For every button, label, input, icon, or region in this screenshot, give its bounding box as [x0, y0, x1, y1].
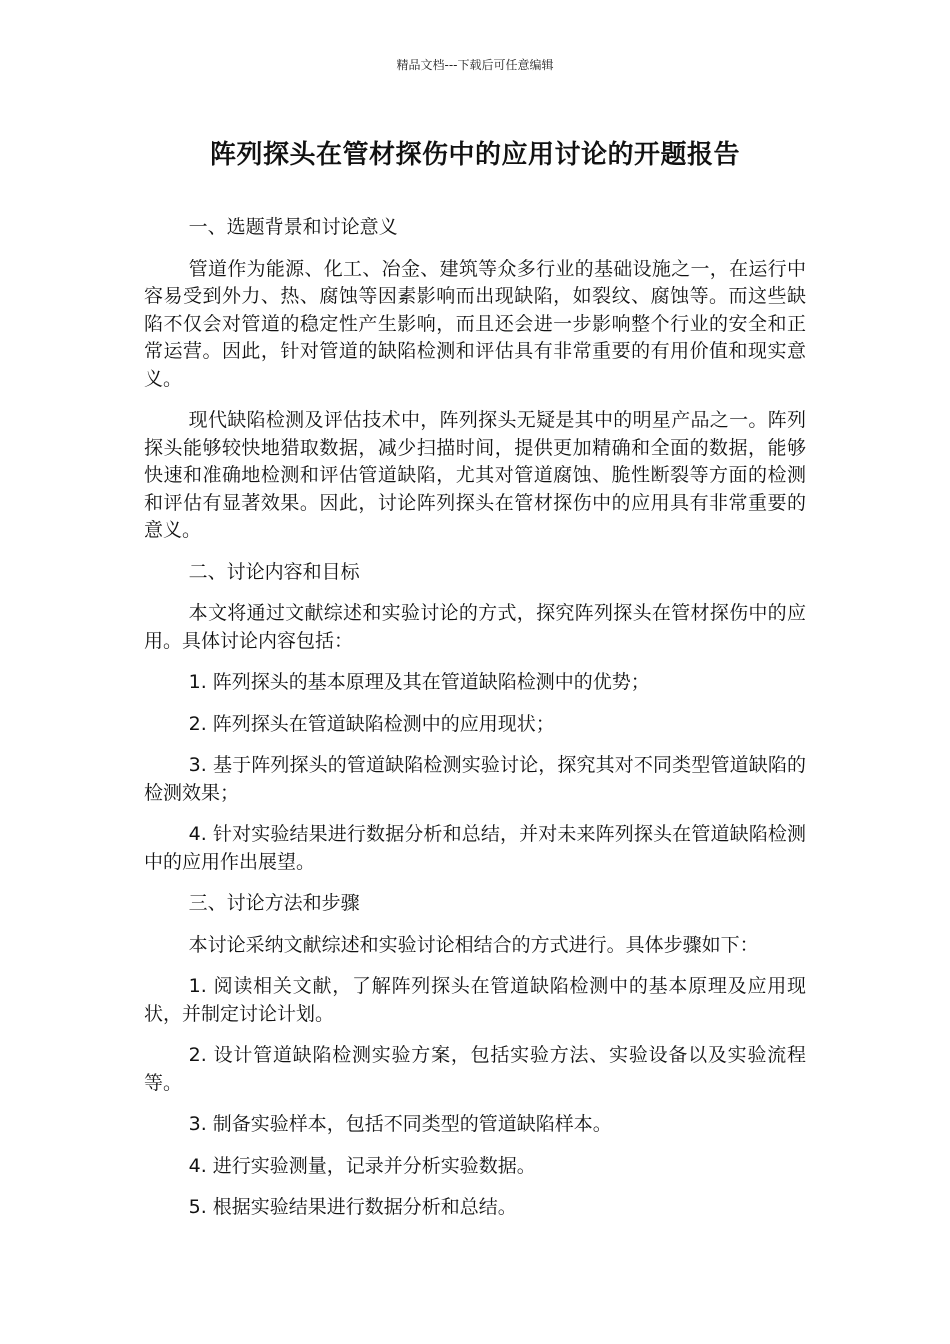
- list-item: 3. 基于阵列探头的管道缺陷检测实验讨论，探究其对不同类型管道缺陷的检测效果；: [144, 754, 806, 804]
- paragraph-background-1: 管道作为能源、化工、冶金、建筑等众多行业的基础设施之一，在运行中容易受到外力、热、腐蚀等因素影响而出现缺陷，如裂纹、腐蚀等。而这些缺陷不仅会对管道的稳定性产生影响，而且还会进一步影响整个行业的安全和正常运营。因此，针对管道的缺陷检测和评估具有非常重要的有用价值和现实意义。: [144, 257, 806, 390]
- list-item: 4. 进行实验测量，记录并分析实验数据。: [188, 1154, 536, 1177]
- section-heading-content: 二、讨论内容和目标: [188, 560, 360, 583]
- list-item: 1. 阅读相关文献，了解阵列探头在管道缺陷检测中的基本原理及应用现状，并制定讨论计划。: [144, 975, 806, 1025]
- header-note: 精品文档---下载后可任意编辑: [396, 58, 554, 72]
- list-item: 2. 阵列探头在管道缺陷检测中的应用现状；: [188, 712, 555, 735]
- section-heading-background: 一、选题背景和讨论意义: [188, 216, 398, 238]
- list-item: 4. 针对实验结果进行数据分析和总结，并对未来阵列探头在管道缺陷检测中的应用作出展望。: [144, 823, 806, 873]
- paragraph-methods-intro: 本讨论采纳文献综述和实验讨论相结合的方式进行。具体步骤如下：: [188, 933, 759, 956]
- section-heading-methods: 三、讨论方法和步骤: [188, 892, 360, 914]
- list-item: 5. 根据实验结果进行数据分析和总结。: [188, 1196, 517, 1218]
- list-item: 1. 阵列探头的基本原理及其在管道缺陷检测中的优势；: [188, 671, 650, 693]
- paragraph-content-intro: 本文将通过文献综述和实验讨论的方式，探究阵列探头在管材探伤中的应用。具体讨论内容包括：: [144, 602, 806, 652]
- list-item: 2. 设计管道缺陷检测实验方案，包括实验方法、实验设备以及实验流程等。: [144, 1044, 806, 1094]
- document-title: 阵列探头在管材探伤中的应用讨论的开题报告: [209, 140, 740, 170]
- paragraph-background-2: 现代缺陷检测及评估技术中，阵列探头无疑是其中的明星产品之一。阵列探头能够较快地猎取数据，减少扫描时间，提供更加精确和全面的数据，能够快速和准确地检测和评估管道缺陷，尤其对管道腐蚀、脆性断裂等方面的检测和评估有显著效果。因此，讨论阵列探头在管材探伤中的应用具有非常重要的意义。: [144, 409, 806, 541]
- document-body: [144, 214, 806, 1236]
- list-item: 3. 制备实验样本，包括不同类型的管道缺陷样本。: [188, 1113, 612, 1135]
